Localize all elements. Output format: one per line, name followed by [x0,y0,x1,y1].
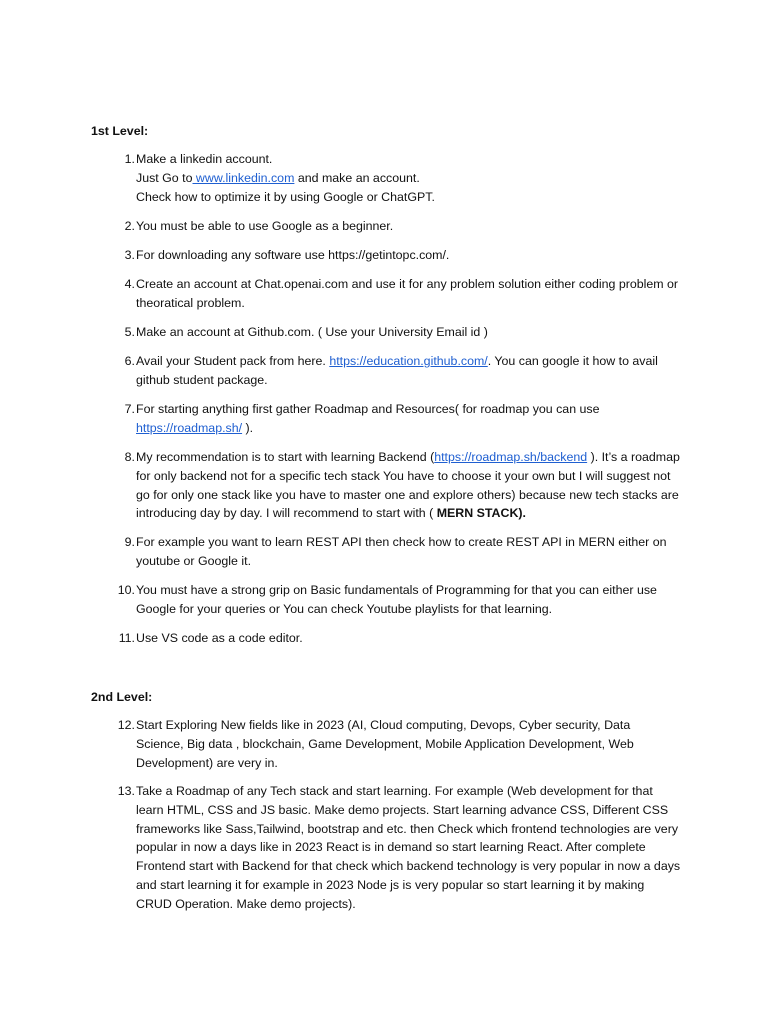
list-text [136,448,681,523]
list-text: Start Exploring New fields like in 2023 (AI, Cloud computing, Devops, Cyber security, Data Science, Big data , blockchain, Game Development, Mobile Application Development, Web Development) are very in. [136,718,634,770]
item-8-body: ). It’s a roadmap for only backend not for a specific tech stack You have to choose it your own but I will suggest not go for only one stack like you have to master one and explore others) because new tech stacks are introducing day by day. I will recommend to start with ( [136,450,680,521]
mern-stack-emphasis: MERN STACK). [436,506,526,521]
linkedin-link[interactable]: www.linkedin.com [192,170,295,185]
list-item-7 [111,400,681,438]
list-number: 12. [117,718,135,732]
list-text: For example you want to learn REST API then check how to create REST API in MERN either on youtube or Google it. [136,535,667,568]
item-7-prefix: For starting anything first gather Roadmap and Resources( for roadmap you can use [136,402,600,416]
item-6-prefix: Avail your Student pack from here. [136,354,330,368]
item-8-prefix: My recommendation is to start with learning Backend ( [136,450,435,464]
item-7-suffix: ). [242,420,254,435]
item-1-line-3: Check how to optimize it by using Google or ChatGPT. [136,189,435,204]
list-number: 7. [124,402,135,416]
list-item-11 [111,629,681,648]
github-education-link[interactable]: https://education.github.com/ [329,354,488,368]
list-number: 9. [124,535,135,549]
list-text [136,352,681,390]
list-text [136,400,681,438]
item-1-line-1: Make a linkedin account. [136,152,273,166]
list-text: For downloading any software use https://getintopc.com/. [136,248,450,262]
list-number: 13. [117,784,135,798]
list-number: 1. [124,152,135,166]
list-item-5 [111,323,681,342]
list-number: 3. [124,248,135,262]
list-number: 2. [124,219,135,233]
heading-level-1: 1st Level: [91,124,149,138]
list-item-2 [111,217,681,236]
item-1-line-2-suffix: and make an account. [294,170,420,185]
list-number: 11. [118,631,135,645]
roadmap-backend-link[interactable]: https://roadmap.sh/backend [434,450,588,464]
list-number: 8. [124,450,135,464]
list-text: Take a Roadmap of any Tech stack and start learning. For example (Web development for that learn HTML, CSS and JS basic. Make demo projects. Start learning advance CSS, Different CSS frameworks like Sass,Tailwind, bootstrap and etc. then Check which frontend technologies are very popular in now a days like in 2023 React is in demand so start learning React. After complete Frontend start with Backend for that check which backend technology is very popular in now a days and start learning it for example in 2023 Node js is very popular so start learning it by making CRUD Operation. Make demo projects). [136,784,681,911]
list-item-4 [111,275,681,313]
list-number: 6. [124,354,135,368]
list-text: Create an account at Chat.openai.com and use it for any problem solution either coding problem or theoratical problem. [136,277,679,310]
list-text: Use VS code as a code editor. [136,631,303,645]
list-number: 4. [124,277,135,291]
list-number: 10. [117,583,135,597]
list-item-6 [111,352,681,390]
list-item-1 [111,150,681,206]
list-item-8 [111,448,681,523]
list-text: You must have a strong grip on Basic fundamentals of Programming for that you can either use Google for your queries or You can check Youtube playlists for that learning. [136,583,657,616]
list-item-10 [111,581,681,619]
list-item-12 [111,716,681,772]
heading-level-2: 2nd Level: [91,690,153,704]
list-item-13 [111,782,681,914]
roadmap-link[interactable]: https://roadmap.sh/ [136,420,243,435]
list-text [136,150,681,206]
list-number: 5. [124,325,135,339]
list-item-9 [111,533,681,571]
item-6-suffix: . You can google it how to avail github student package. [136,354,658,387]
list-item-3 [111,246,681,265]
item-1-line-2-prefix: Just Go to [136,170,193,185]
list-text: You must be able to use Google as a beginner. [136,219,394,233]
list-text: Make an account at Github.com. ( Use your University Email id ) [136,325,488,339]
